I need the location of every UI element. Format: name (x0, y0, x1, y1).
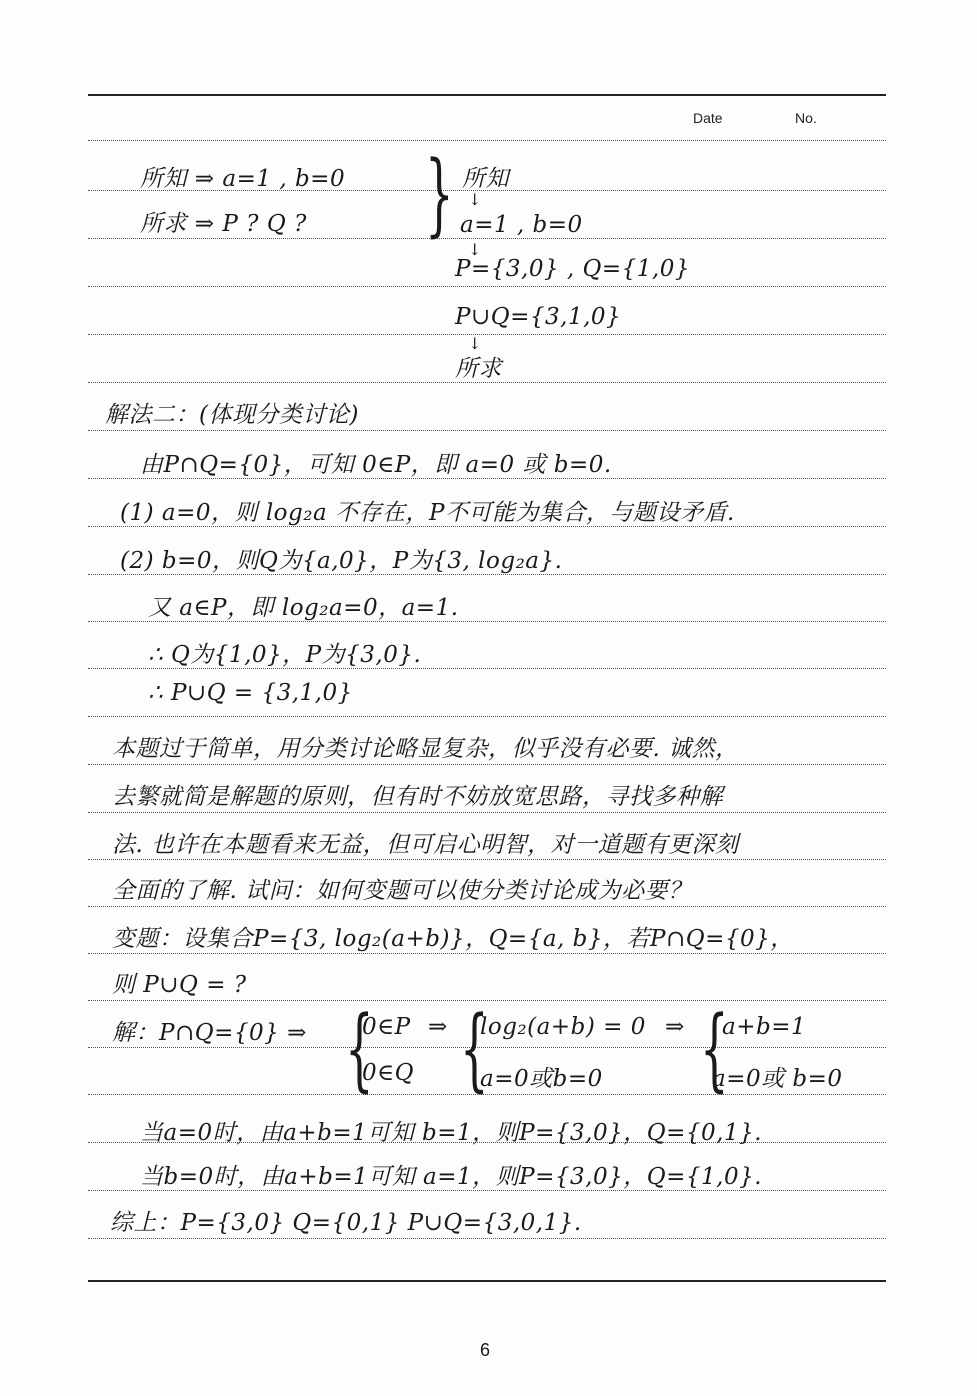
system3-row: a=0或 b=0 (712, 1066, 843, 1092)
rule-line (88, 140, 886, 141)
implies-arrow: ⇒ (665, 1014, 685, 1040)
system1-row: 0∈P (362, 1014, 411, 1040)
method2-line: (1) a=0，则 log₂a 不存在，P不可能为集合，与题设矛盾. (120, 500, 735, 526)
left-brace: { (700, 997, 729, 1102)
flow-known: 所知 (462, 166, 509, 192)
method2-line: ∴ Q为{1,0}，P为{3,0}. (148, 642, 422, 668)
rule-line (88, 764, 886, 765)
rule-line (88, 430, 886, 431)
flow-values: a=1 , b=0 (460, 212, 583, 238)
top-rule (88, 94, 886, 96)
date-label: Date (693, 110, 723, 126)
case-a-zero: 当a=0时，由a+b=1可知 b=1，则P={3,0}，Q={0,1}. (140, 1120, 763, 1146)
no-label: No. (795, 110, 817, 126)
variant-question: 则 P∪Q = ? (112, 972, 247, 998)
flow-sought: 所求 (455, 356, 502, 382)
system3-row: a+b=1 (722, 1014, 807, 1040)
bottom-rule (88, 1280, 886, 1282)
system2-row: a=0或b=0 (480, 1066, 603, 1092)
rule-line (88, 953, 886, 954)
rule-line (88, 238, 886, 239)
comment-line: 全面的了解. 试问：如何变题可以使分类讨论成为必要？ (112, 878, 692, 904)
left-brace: { (345, 997, 374, 1102)
case-b-zero: 当b=0时，由a+b=1可知 a=1，则P={3,0}，Q={1,0}. (140, 1164, 763, 1190)
comment-line: 本题过于简单，用分类讨论略显复杂，似乎没有必要. 诚然， (112, 736, 739, 762)
flow-sets: P={3,0} , Q={1,0} (455, 256, 690, 282)
sought-line: 所求 ⇒ P ? Q ? (140, 211, 307, 237)
flow-union: P∪Q={3,1,0} (455, 304, 622, 330)
left-brace: { (460, 997, 489, 1102)
method2-line: 由P∩Q={0}，可知 0∈P，即 a=0 或 b=0. (140, 452, 612, 478)
solution-lead: 解：P∩Q={0} ⇒ (112, 1020, 307, 1046)
rule-line (88, 716, 886, 717)
method2-line: ∴ P∪Q = {3,1,0} (148, 680, 353, 706)
right-brace: } (425, 142, 454, 247)
rule-line (88, 286, 886, 287)
implies-arrow: ⇒ (428, 1014, 448, 1040)
page-number: 6 (480, 1340, 491, 1360)
down-arrow-icon: ↓ (468, 334, 482, 353)
down-arrow-icon: ↓ (468, 240, 482, 259)
rule-line (88, 906, 886, 907)
system1-row: 0∈Q (362, 1060, 415, 1086)
rule-line (88, 334, 886, 335)
method2-title: 解法二：(体现分类讨论) (105, 402, 359, 428)
system2-row: log₂(a+b) = 0 (480, 1014, 646, 1040)
rule-line (88, 812, 886, 813)
comment-line: 法. 也许在本题看来无益，但可启心明智，对一道题有更深刻 (112, 832, 739, 858)
summary-line: 综上：P={3,0} Q={0,1} P∪Q={3,0,1}. (110, 1210, 582, 1236)
rule-line (88, 859, 886, 860)
down-arrow-icon: ↓ (468, 190, 482, 209)
known-line: 所知 ⇒ a=1 , b=0 (140, 166, 346, 192)
method2-line: 又 a∈P，即 log₂a=0，a=1. (148, 595, 459, 621)
variant-statement: 变题：设集合P={3, log₂(a+b)}，Q={a, b}，若P∩Q={0}， (112, 926, 794, 952)
comment-line: 去繁就简是解题的原则，但有时不妨放宽思路，寻找多种解 (112, 784, 723, 810)
rule-line (88, 1238, 886, 1239)
method2-line: (2) b=0，则Q为{a,0}，P为{3, log₂a}. (120, 548, 563, 574)
